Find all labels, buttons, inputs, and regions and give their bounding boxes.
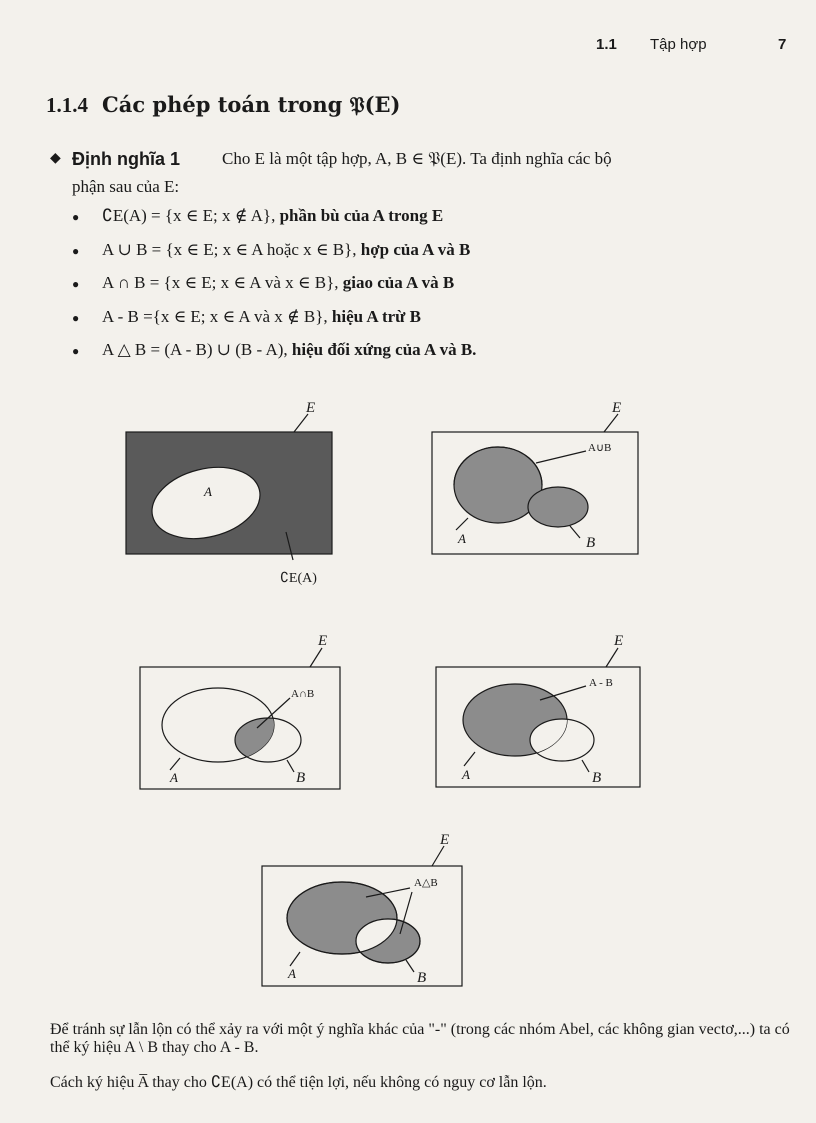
universe-label: E: [440, 832, 450, 848]
pointer-line: [456, 518, 468, 530]
pointer-line: [570, 526, 580, 538]
pointer-line: [582, 760, 589, 772]
pointer-line: [294, 414, 308, 432]
diagram-intersection: [140, 633, 340, 789]
definition-text-line1: Cho E là một tập hợp, A, B ∈ 𝔓(E). Ta định nghĩa các bộ: [222, 149, 612, 168]
description: hiệu đối xứng của A và B.: [291, 340, 477, 359]
region-label: ∁E(A): [280, 571, 317, 586]
set-a-label: A: [458, 531, 466, 546]
page-number: 7: [778, 36, 787, 53]
header-section-title: Tập hợp: [650, 36, 707, 53]
section-number: 1.1.4: [46, 93, 88, 117]
pointer-line: [536, 451, 586, 463]
formula: ∁E(A) = {x ∈ E; x ∉ A},: [102, 206, 280, 225]
definition-text-line2: phận sau của E:: [72, 177, 180, 196]
diagram-union: [432, 400, 638, 554]
note-paragraph-2: Cách ký hiệu A̅ thay cho ∁E(A) có thể tiện lợi, nếu không có nguy cơ lẫn lộn.: [50, 1074, 547, 1091]
region-label: A∪B: [588, 442, 612, 454]
definition-label: Định nghĩa 1: [72, 149, 180, 169]
region-label: A△B: [414, 877, 438, 889]
pointer-line: [464, 752, 475, 766]
description: hiệu A trừ B: [331, 306, 421, 326]
set-a-label: A: [288, 966, 296, 981]
section-title: Các phép toán trong 𝔓(E): [102, 92, 401, 117]
set-b-ellipse: [528, 487, 588, 527]
description: hợp của A và B: [360, 239, 471, 259]
pointer-line: [287, 760, 294, 772]
pointer-line: [290, 952, 300, 966]
description: giao của A và B: [342, 273, 455, 292]
formula: A ∪ B = {x ∈ E; x ∈ A hoặc x ∈ B},: [102, 239, 361, 259]
set-b-label: B: [592, 770, 602, 786]
diagram-symmetric-difference: [262, 832, 462, 986]
universe-label: E: [318, 633, 328, 649]
header-section-number: 1.1: [596, 36, 617, 53]
formula: A - B ={x ∈ E; x ∈ A và x ∉ B},: [102, 306, 332, 326]
bullet-dot-icon: ●: [72, 277, 80, 291]
bullet-dot-icon: ●: [72, 344, 80, 358]
note-paragraph-1: Để tránh sự lẫn lộn có thể xảy ra với một ý nghĩa khác của "-" (trong các nhóm Abel, các không gian vectơ,...) ta có thể ký hiệu A \ B thay cho A - B.: [50, 1021, 790, 1056]
bullet-dot-icon: ●: [72, 210, 80, 224]
formula: A ∩ B = {x ∈ E; x ∈ A và x ∈ B},: [102, 273, 343, 292]
universe-label: E: [612, 400, 622, 416]
diamond-bullet-icon: ◆: [50, 151, 61, 166]
pointer-line: [310, 648, 322, 667]
set-a-label: A: [170, 770, 178, 785]
region-label: A∩B: [291, 688, 315, 700]
pointer-line: [604, 414, 618, 432]
bullet-dot-icon: ●: [72, 243, 80, 258]
diagram-difference: [436, 633, 640, 787]
set-a-label: A: [462, 767, 470, 782]
description: phần bù của A trong E: [279, 206, 444, 225]
pointer-line: [606, 648, 618, 667]
pointer-line: [432, 846, 444, 866]
region-label: A - B: [589, 677, 613, 689]
set-b-label: B: [586, 535, 596, 551]
set-b-label: B: [417, 970, 427, 986]
set-a-label: A: [204, 484, 212, 499]
universe-label: E: [614, 633, 624, 649]
pointer-line: [406, 960, 414, 972]
pointer-line: [170, 758, 180, 770]
diagram-complement: [126, 400, 332, 586]
bullet-dot-icon: ●: [72, 310, 80, 325]
universe-label: E: [306, 400, 316, 416]
set-b-label: B: [296, 770, 306, 786]
formula: A △ B = (A - B) ∪ (B - A),: [102, 340, 292, 359]
